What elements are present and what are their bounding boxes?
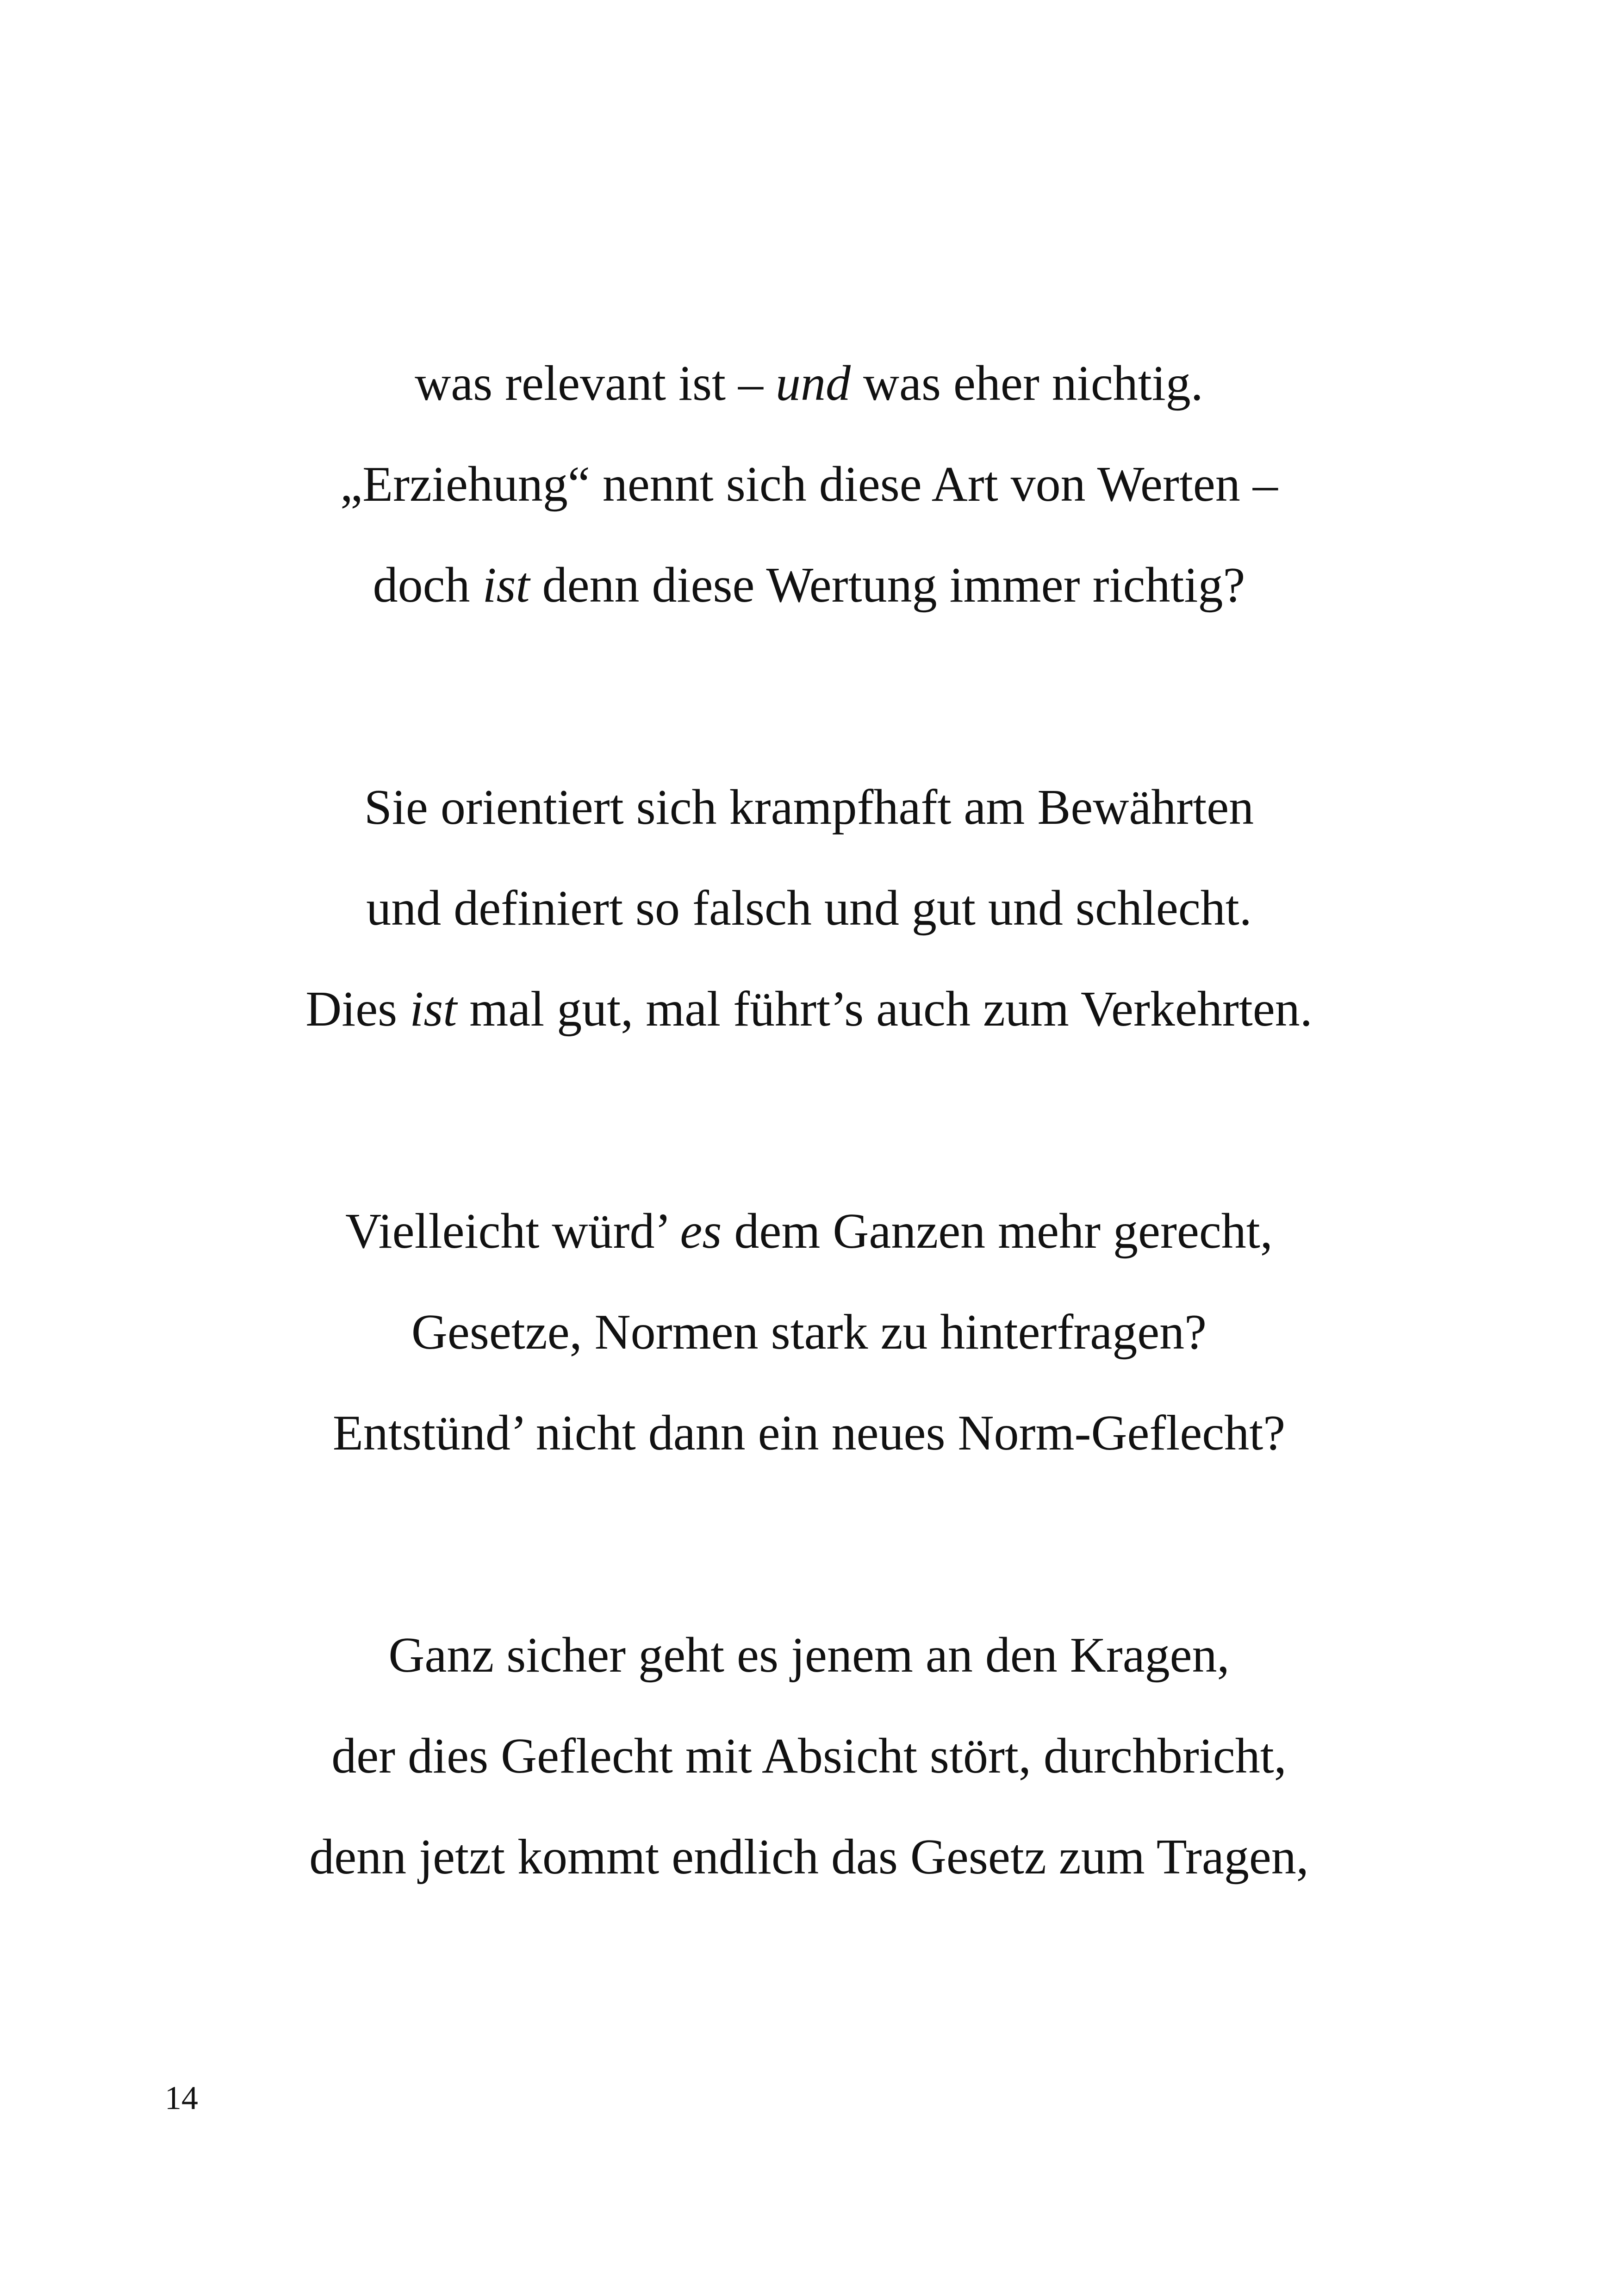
poem-line — [0, 333, 1618, 434]
line-text: was eher nichtig. — [851, 356, 1203, 411]
line-text: der dies Geflecht mit Absicht stört, durchbricht, — [331, 1729, 1287, 1784]
stanza-1 — [0, 333, 1618, 636]
line-text: doch — [373, 558, 483, 613]
stanza-4 — [0, 1605, 1618, 1908]
poem-line — [0, 858, 1618, 959]
poem-line — [0, 434, 1618, 535]
poem-line — [0, 1706, 1618, 1807]
poem-line — [0, 1605, 1618, 1706]
page-number: 14 — [165, 2079, 198, 2116]
poem-body — [0, 333, 1618, 2029]
line-text: Ganz sicher geht es jenem an den Kragen, — [388, 1628, 1230, 1683]
line-text: Dies — [305, 982, 410, 1037]
emphasis-text: ist — [410, 982, 457, 1037]
stanza-3 — [0, 1181, 1618, 1484]
poem-line — [0, 535, 1618, 636]
line-text: Gesetze, Normen stark zu hinterfragen? — [411, 1305, 1207, 1360]
emphasis-text: es — [680, 1204, 722, 1259]
poem-line — [0, 959, 1618, 1060]
line-text: Sie orientiert sich krampfhaft am Bewährten — [364, 780, 1254, 835]
line-text: denn diese Wertung immer richtig? — [529, 558, 1245, 613]
emphasis-text: und — [776, 356, 851, 411]
line-text: Vielleicht würd’ — [345, 1204, 680, 1259]
poem-line — [0, 1181, 1618, 1282]
line-text: denn jetzt kommt endlich das Gesetz zum Tragen, — [309, 1829, 1309, 1885]
emphasis-text: ist — [482, 558, 530, 613]
line-text: was relevant ist – — [415, 356, 776, 411]
line-text: und definiert so falsch und gut und schlecht. — [366, 881, 1252, 936]
line-text: Entstünd’ nicht dann ein neues Norm-Geflecht? — [332, 1406, 1286, 1461]
stanza-2 — [0, 757, 1618, 1060]
poem-line — [0, 1282, 1618, 1383]
poem-line — [0, 1383, 1618, 1484]
line-text: mal gut, mal führt’s auch zum Verkehrten. — [457, 982, 1313, 1037]
poem-line — [0, 757, 1618, 858]
poem-line — [0, 1807, 1618, 1908]
line-text: „Erziehung“ nennt sich diese Art von Werten – — [340, 457, 1278, 512]
line-text: dem Ganzen mehr gerecht, — [722, 1204, 1273, 1259]
